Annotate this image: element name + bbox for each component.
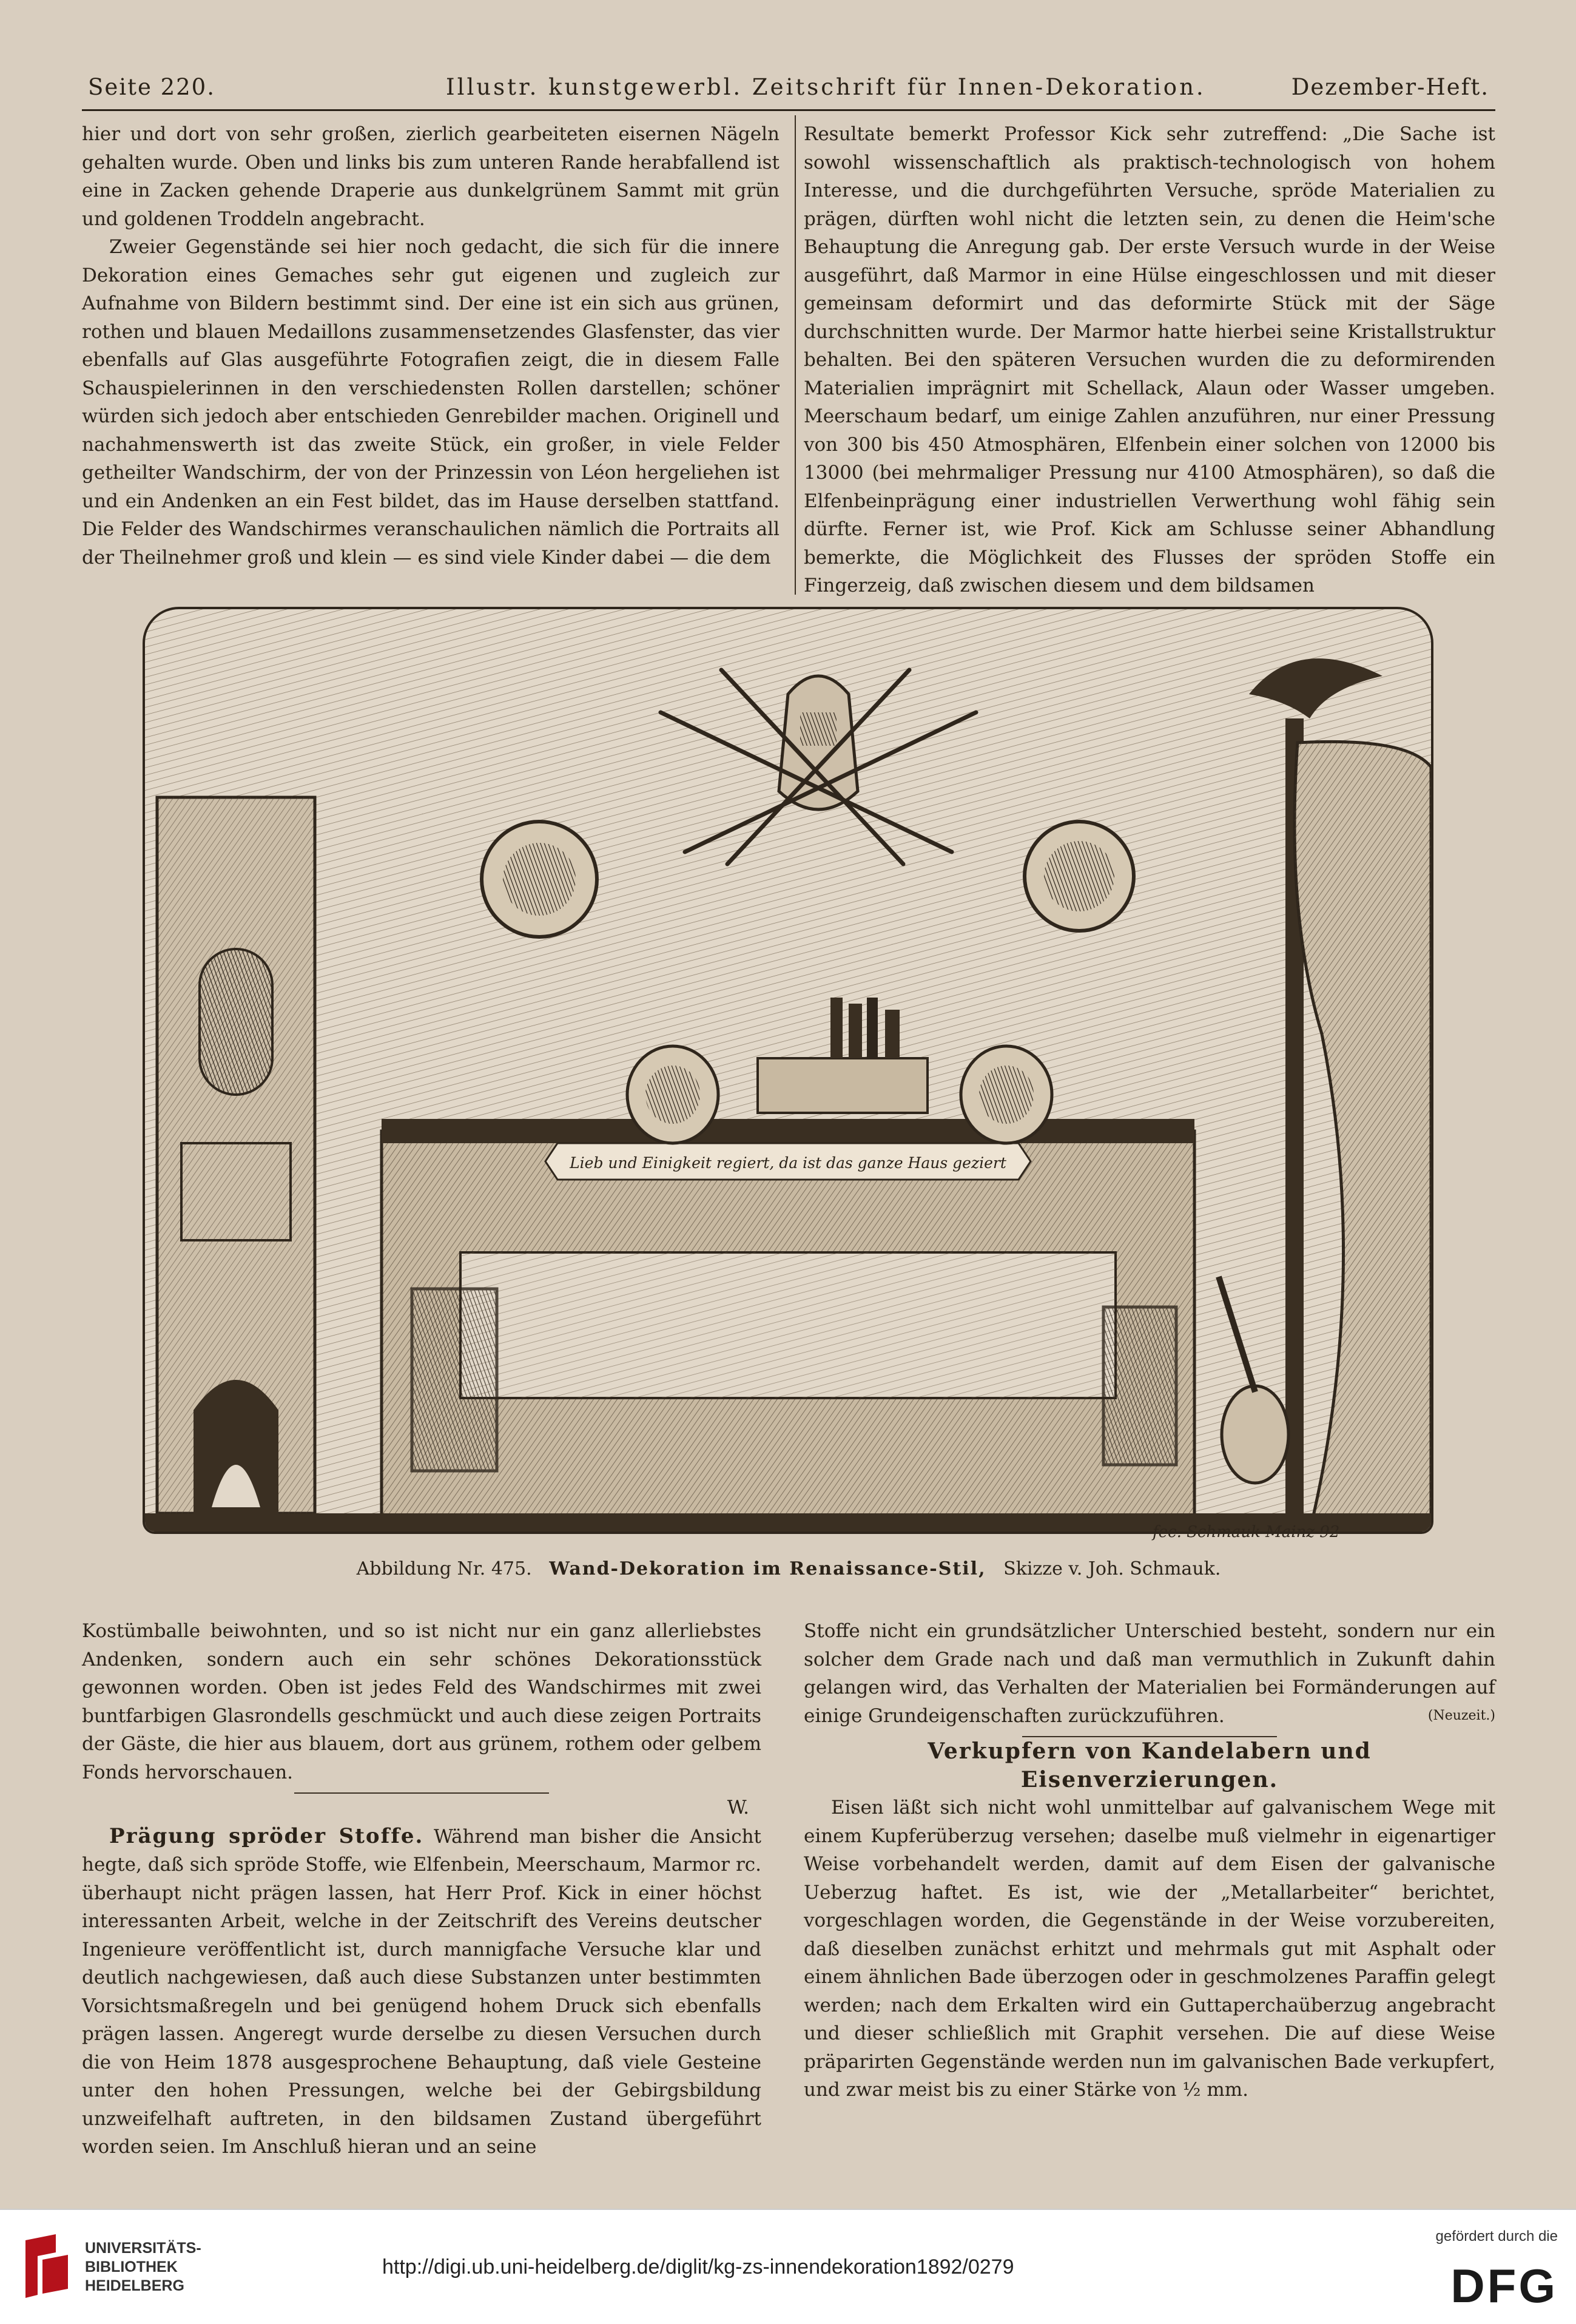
paragraph: Kostümballe beiwohnten, und so ist nicht nur ein ganz allerliebstes Andenken, sondern auch ein sehr schönes Dekorationsstück gewonnen worden. Oben ist jedes Feld des Wandschirmes mit zwei buntfarbigen Glasrondells geschmückt und auch diese zeigen Portraits der Gäste, die hier aus blauem, dort aus grünem, rothem oder gelbem Fonds hervorschauen. <box>82 1620 761 1783</box>
university-library-logo <box>13 2228 80 2307</box>
paragraph: Eisen läßt sich nicht wohl unmittelbar auf galvanischem Wege mit einem Kupferüberzug versehen; daselbe muß vielmehr in eigenartiger Weise vorbehandelt werden, damit auf dem Eisen der galvanische Ueberzug haftet. Es ist, wie der „Metallarbeiter“ berichtet, vorgeschlagen worden, die Gegenstände in der Weise vorzubereiten, daß dieselben zunächst erhitzt und mehrmals gut mit Asphalt oder einem ähnlichen Bade überzogen oder in geschmolzenes Paraffin gelegt werden; nach dem Erkalten wird ein Guttaperchaüberzug angebracht und dieser schließlich mit Graphit versehen. Die auf diese Weise präparirten Gegenstände werden nun im galvanischen Bade verkupfert, und zwar meist bis zu einer Stärke von ½ mm. <box>804 1797 1495 2101</box>
artist-signature: fec. Schmauk Mainz 92 <box>1153 1523 1340 1541</box>
author-initial: W. <box>727 1797 749 1819</box>
paragraph: Während man bisher die Ansicht hegte, daß sich spröde Stoffe, wie Elfenbein, Meerschaum, Marmor rc. überhaupt nicht prägen lassen, hat Herr Prof. Kick in einer höchst interessanten Arbeit, welche in der Zeitschrift des Vereins deutscher Ingenieure veröffentlicht ist, durch mannigfache Versuche klar und deutlich nachgewiesen, daß auch diese Substanzen unter bestimmten Vorsichtsmaßregeln und bei genügend hohem Druck sich ebenfalls prägen lassen. Angeregt wurde derselbe zu diesen Versuchen durch die von Heim 1878 ausgesprochene Behauptung, daß viele Gesteine unter den hohen Pressungen, welche bei der Gebirgsbildung unzweifelhaft auftreten, in den bildsamen Zustand übergeführt worden seien. Im Anschluß hieran und an seine <box>82 1825 762 2158</box>
funding-note: gefördert durch die <box>1435 2228 1558 2245</box>
source-note: (Neuzeit.) <box>1427 1708 1495 1723</box>
page-number: Seite 220. <box>88 74 215 100</box>
paragraph: Stoffe nicht ein grundsätzlicher Unterschied besteht, sondern nur ein solcher dem Grade nach und daß man vermuthlich in Zukunft dahin gelangen wird, das Verhalten der Materialien bei Formänderungen auf einige Grundeigenschaften zurückzuführen. <box>804 1620 1495 1727</box>
article-heading: Prägung spröder Stoffe. <box>109 1823 424 1848</box>
journal-title: Illustr. kunstgewerbl. Zeitschrift für Innen-Dekoration. <box>446 74 1206 100</box>
header-rule <box>82 109 1495 111</box>
engraving-drawing <box>145 609 1431 1532</box>
column-top-left <box>82 120 780 572</box>
article-heading: Verkupfern von Kandelabern und Eisenverzierungen. <box>928 1738 1372 1792</box>
dfg-logo: DFG <box>1450 2259 1558 2312</box>
column-top-right <box>804 120 1495 600</box>
caption-credit: Skizze v. Joh. Schmauk. <box>1003 1558 1221 1579</box>
column-rule <box>795 115 796 595</box>
paragraph: hier und dort von sehr großen, zierlich gearbeiteten eisernen Nägeln gehalten wurde. Oben und links bis zum unteren Rande herabfallend ist eine in Zacken gehende Draperie aus dunkelgrünem Sammt mit grün und goldenen Troddeln angebracht. <box>82 123 780 230</box>
digitization-footer <box>0 2209 1576 2324</box>
figure-caption <box>82 1558 1495 1579</box>
paragraph: Zweier Gegenstände sei hier noch gedacht, die sich für die innere Dekoration eines Gemaches sehr gut eigenen und zugleich zur Aufnahme von Bildern bestimmt sind. Der eine ist ein sich aus grünen, rothen und blauen Medaillons zusammensetzendes Glasfenster, das vier ebenfalls auf Glas ausgeführte Fotografien zeigt, die in diesem Falle Schauspielerinnen in den verschiedensten Rollen darstellen; schöner würden sich jedoch aber entschieden Genrebilder machen. Originell und nachahmenswerth ist das zweite Stück, ein großer, in viele Felder getheilter Wandschirm, der von der Prinzessin von Léon hergeliehen ist und ein Andenken an ein Fest bildet, das im Hause derselben stattfand. Die Felder des Wandschirmes veranschaulichen nämlich die Portraits all der Theilnehmer groß und klein — es sind viele Kinder dabei — die dem <box>82 236 780 569</box>
motto-banner-text: Lieb und Einigkeit regiert, da ist das ganze Haus geziert <box>570 1154 1006 1172</box>
caption-number: Abbildung Nr. 475. <box>356 1558 532 1579</box>
paragraph: Resultate bemerkt Professor Kick sehr zutreffend: „Die Sache ist sowohl wissenschaftlich als praktisch-technologisch von hohem Interesse, und die durchgeführten Versuche, spröde Materialien zu prägen, dürften wohl nicht die letzten sein, zu denen die Heim'sche Behauptung die Anregung gab. Der erste Versuch wurde in der Weise ausgeführt, daß Marmor in eine Hülse eingeschlossen und mit dieser gemeinsam deformirt und das deformirte Stück mit der Säge durchschnitten wurde. Der Marmor hatte hierbei seine Kristallstruktur behalten. Bei den späteren Versuchen wurden die zu deformirenden Materialien imprägnirt mit Schellack, Alaun oder Wasser umgeben. Meerschaum bedarf, um einige Zahlen anzuführen, nur einer Pressung von 300 bis 450 Atmosphären, Elfenbein einer solchen von 12000 bis 13000 (bei mehrmaliger Pressung nur 4100 Atmosphären), so daß die Elfenbeinprägung einer industriellen Verwerthung wohl fähig sein dürfte. Ferner ist, wie Prof. Kick am Schlusse seiner Abhandlung bemerkte, die Möglichkeit des Flusses der spröden Stoffe ein Fingerzeig, daß zwischen diesem und dem bildsamen <box>804 123 1495 596</box>
column-bottom-right <box>804 1617 1495 2104</box>
library-name: UNIVERSITÄTS- BIBLIOTHEK HEIDELBERG <box>85 2240 201 2294</box>
illustration-wall-decoration <box>143 607 1433 1534</box>
column-bottom-left <box>82 1617 761 2161</box>
caption-title: Wand-Dekoration im Renaissance-Stil, <box>549 1558 986 1579</box>
issue-label: Dezember-Heft. <box>1291 74 1489 100</box>
permalink-url[interactable]: http://digi.ub.uni-heidelberg.de/diglit/kg-zs-innendekoration1892/0279 <box>382 2255 1014 2278</box>
